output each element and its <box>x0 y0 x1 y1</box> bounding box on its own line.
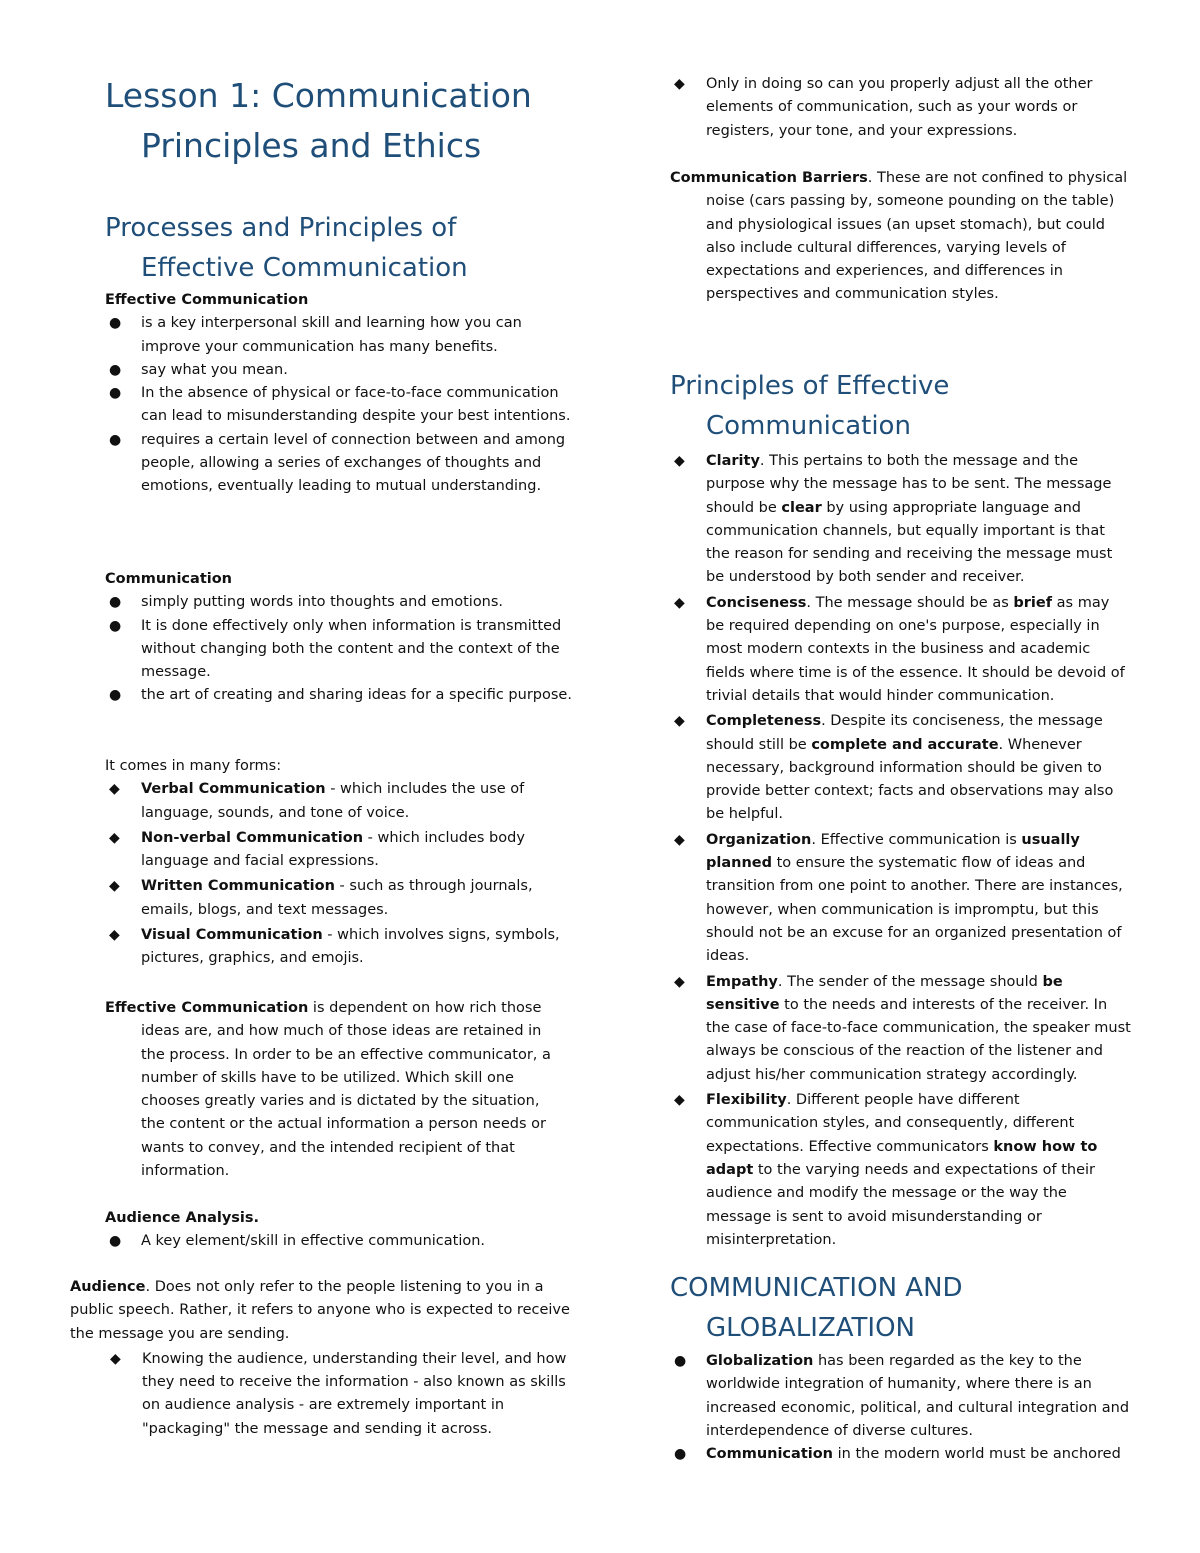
list-item: ◆ Visual Communication - which involves signs, symbols, pictures, graphics, and emojis. <box>105 924 585 971</box>
diamond-bullet-icon: ◆ <box>674 713 685 730</box>
audience-paragraph: Audience. Does not only refer to the people listening to you in a public speech. Rather, it refers to anyone who is expected to receive the message you are sending. <box>70 1279 570 1342</box>
audience-block <box>70 1276 570 1441</box>
list-item: ◆ Written Communication - such as through journals, emails, blogs, and text messages. <box>105 875 585 922</box>
effective-communication-block <box>105 289 585 499</box>
bullet-icon: ● <box>674 1446 687 1463</box>
principle-flexibility: ◆ Flexibility. Different people have different communication styles, and consequently, different expectations. Effective communicators know how to adapt to the varying needs and expectations of their audience and modify the message or the way the message is sent to avoid misunderstanding or misinterpretation. <box>670 1089 1132 1252</box>
communication-list <box>105 591 585 707</box>
diamond-bullet-icon: ◆ <box>674 76 685 92</box>
list-item: ◆ Knowing the audience, understanding their level, and how they need to receive the information - also known as skills on audience analysis - are extremely important in "packaging" the message and sending it across. <box>106 1348 570 1441</box>
bullet-icon: ● <box>109 361 122 378</box>
principles-block <box>670 450 1132 1252</box>
diamond-bullet-icon: ◆ <box>674 973 685 990</box>
section-heading-globalization: COMMUNICATION AND GLOBALIZATION <box>670 1273 963 1343</box>
diamond-bullet-icon: ◆ <box>110 1350 121 1367</box>
section-heading-processes-line1: Processes and Principles of <box>105 213 457 243</box>
list-item: ● simply putting words into thoughts and emotions. <box>105 591 585 614</box>
effective-communication-list <box>105 312 585 498</box>
page-title <box>105 71 532 171</box>
diamond-bullet-icon: ◆ <box>109 781 120 798</box>
forms-block <box>105 755 585 971</box>
list-item: ● In the absence of physical or face-to-face communication can lead to misunderstanding despite your best intentions. <box>105 382 585 429</box>
list-item: ● say what you mean. <box>105 359 585 382</box>
list-item: ◆ Non-verbal Communication - which includes body language and facial expressions. <box>105 827 585 874</box>
page-title-line2: Principles and Ethics <box>141 126 482 165</box>
audience-analysis-label: Audience Analysis. <box>105 1210 260 1226</box>
forms-intro: It comes in many forms: <box>105 758 282 774</box>
dependent-paragraph: Effective Communication is dependent on how rich those ideas are, and how much of those ideas are retained in the process. In order to be an effective communicator, a number of skills have to be utilized. Which skill one chooses greatly varies and is dictated by the situation, the content or the actual information a person needs or wants to convey, and the intended recipient of that information. <box>105 1000 551 1180</box>
bullet-icon: ● <box>109 431 122 448</box>
communication-block <box>105 568 585 708</box>
forms-list <box>105 778 585 970</box>
effective-communication-label: Effective Communication <box>105 292 309 308</box>
list-item: ● A key element/skill in effective communication. <box>105 1230 585 1253</box>
audience-analysis-block <box>105 1207 585 1254</box>
principle-clarity: ◆ Clarity. This pertains to both the message and the purpose why the message has to be sent. The message should be clear by using appropriate language and communication channels, but equally important is that the reason for sending and receiving the message must be understood by both sender and receiver. <box>670 450 1132 590</box>
list-item: ● It is done effectively only when information is transmitted without changing both the content and the context of the message. <box>105 615 585 685</box>
list-item: ● the art of creating and sharing ideas for a specific purpose. <box>105 684 585 707</box>
diamond-bullet-icon: ◆ <box>674 453 685 469</box>
diamond-bullet-icon: ◆ <box>674 1092 685 1109</box>
principle-conciseness: ◆ Conciseness. The message should be as brief as may be required depending on one's purpose, especially in most modern contexts in the business and academic fields where time is of the essence. It should be devoid of trivial details that would hinder communication. <box>670 592 1132 708</box>
bullet-icon: ● <box>109 687 122 704</box>
globalization-block <box>670 1350 1132 1466</box>
principles-list <box>670 450 1132 1252</box>
section-heading-processes <box>105 208 468 288</box>
bullet-icon: ● <box>109 315 122 332</box>
bullet-icon: ● <box>109 385 122 402</box>
list-item: ● requires a certain level of connection between and among people, allowing a series of exchanges of thoughts and emotions, eventually leading to mutual understanding. <box>105 429 585 499</box>
list-item: ● Globalization has been regarded as the key to the worldwide integration of humanity, where there is an increased economic, political, and cultural integration and interdependence of diverse cultures. <box>670 1350 1132 1443</box>
section-heading-principles: Principles of Effective Communication <box>670 371 950 441</box>
diamond-bullet-icon: ◆ <box>674 831 685 848</box>
principle-empathy: ◆ Empathy. The sender of the message should be sensitive to the needs and interests of the receiver. In the case of face-to-face communication, the speaker must always be conscious of the reaction of the listener and adjust his/her communication strategy accordingly. <box>670 971 1132 1087</box>
list-item: ◆ Only in doing so can you properly adjust all the other elements of communication, such as your words or registers, your tone, and your expressions. <box>670 73 1130 143</box>
list-item: ● Communication in the modern world must be anchored <box>670 1443 1132 1466</box>
barriers-paragraph: Communication Barriers. These are not confined to physical noise (cars passing by, someone pounding on the table) and physiological issues (an upset stomach), but could also include cultural differences, varying levels of expectations and experiences, and differences in perspectives and communication styles. <box>670 170 1128 303</box>
page-title-line1: Lesson 1: Communication <box>105 76 532 115</box>
diamond-bullet-icon: ◆ <box>109 829 120 846</box>
principle-organization: ◆ Organization. Effective communication is usually planned to ensure the systematic flow of ideas and transition from one point to another. There are instances, however, when communication is impromptu, but this should not be an excuse for an organized presentation of ideas. <box>670 829 1132 969</box>
diamond-bullet-icon: ◆ <box>109 878 120 895</box>
bullet-icon: ● <box>109 594 122 611</box>
diamond-bullet-icon: ◆ <box>674 594 685 611</box>
communication-label: Communication <box>105 571 233 587</box>
section-heading-processes-line2: Effective Communication <box>141 253 468 283</box>
bullet-icon: ● <box>109 617 122 634</box>
list-item: ● is a key interpersonal skill and learning how you can improve your communication has many benefits. <box>105 312 585 359</box>
bullet-icon: ● <box>674 1353 687 1369</box>
diamond-bullet-icon: ◆ <box>109 927 120 944</box>
list-item: ◆ Verbal Communication - which includes the use of language, sounds, and tone of voice. <box>105 778 585 825</box>
principle-completeness: ◆ Completeness. Despite its conciseness, the message should still be complete and accurate. Whenever necessary, background information should be given to provide better context; facts and observations may also be helpful. <box>670 710 1132 826</box>
bullet-icon: ● <box>109 1233 122 1250</box>
audience-continued-block <box>670 73 1130 143</box>
